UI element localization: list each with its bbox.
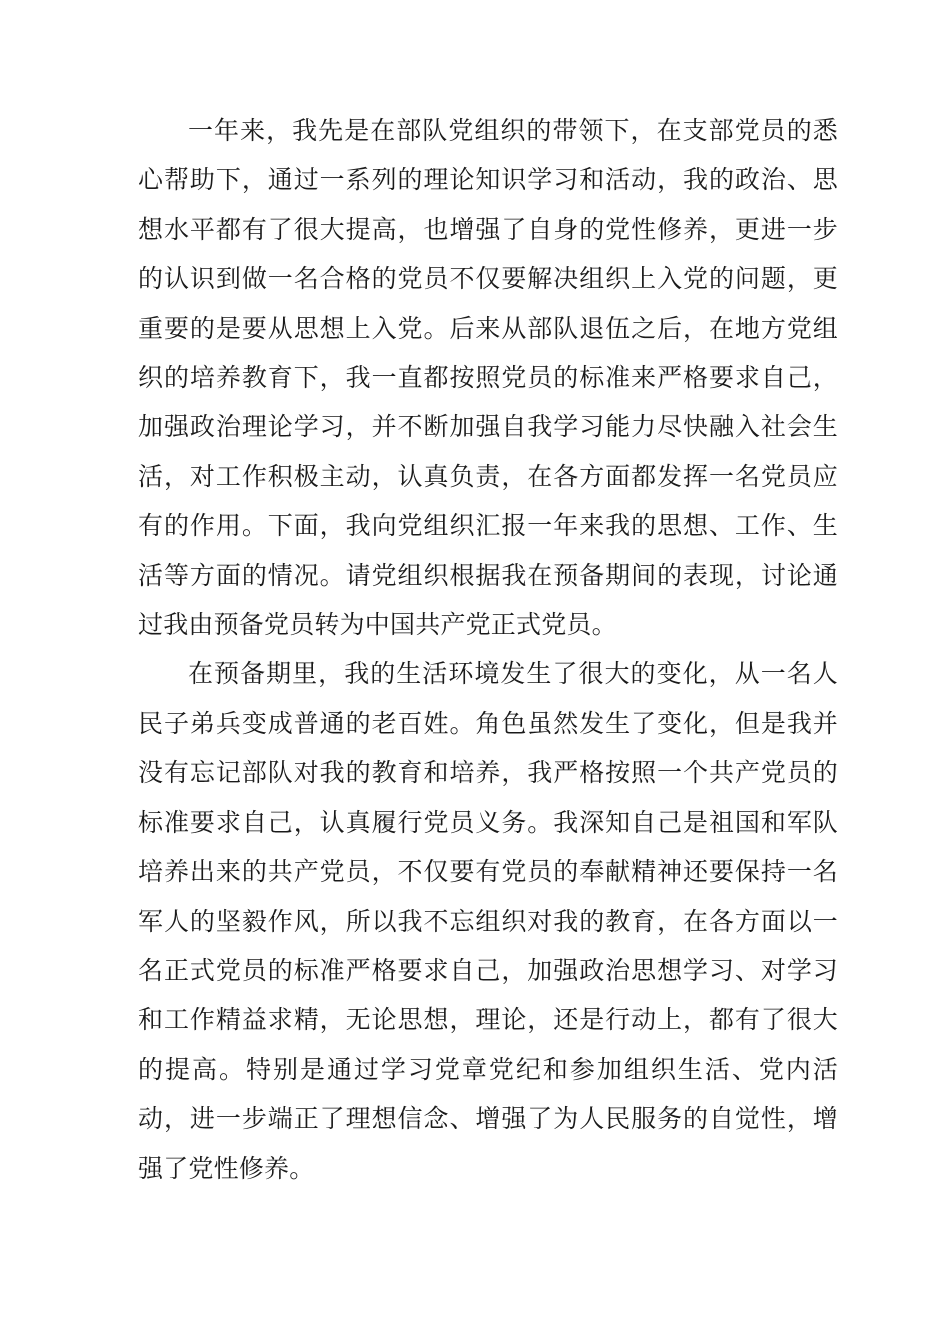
paragraph-1: 一年来，我先是在部队党组织的带领下，在支部党员的悉心帮助下，通过一系列的理论知识学习和活动，我的政治、思想水平都有了很大提高，也增强了自身的党性修养，更进一步的认识到做一名合格的党员不仅要解决组织上入党的问题，更重要的是要从思想上入党。后来从部队退伍之后，在地方党组织的培养教育下，我一直都按照党员的标准来严格要求自己，加强政治理论学习，并不断加强自我学习能力尽快融入社会生活，对工作积极主动，认真负责，在各方面都发挥一名党员应有的作用。下面，我向党组织汇报一年来我的思想、工作、生活等方面的情况。请党组织根据我在预备期间的表现，讨论通过我由预备党员转为中国共产党正式党员。: [138, 116, 838, 640]
paragraph-2: 在预备期里，我的生活环境发生了很大的变化，从一名人民子弟兵变成普通的老百姓。角色虽然发生了变化，但是我并没有忘记部队对我的教育和培养，我严格按照一个共产党员的标准要求自己，认真履行党员义务。我深知自己是祖国和军队培养出来的共产党员，不仅要有党员的奉献精神还要保持一名军人的坚毅作风，所以我不忘组织对我的教育，在各方面以一名正式党员的标准严格要求自己，加强政治思想学习、对学习和工作精益求精，无论思想，理论，还是行动上，都有了很大的提高。特别是通过学习党章党纪和参加组织生活、党内活动，进一步端正了理想信念、增强了为人民服务的自觉性，增强了党性修养。: [138, 659, 838, 1183]
document-page: [138, 106, 838, 1193]
